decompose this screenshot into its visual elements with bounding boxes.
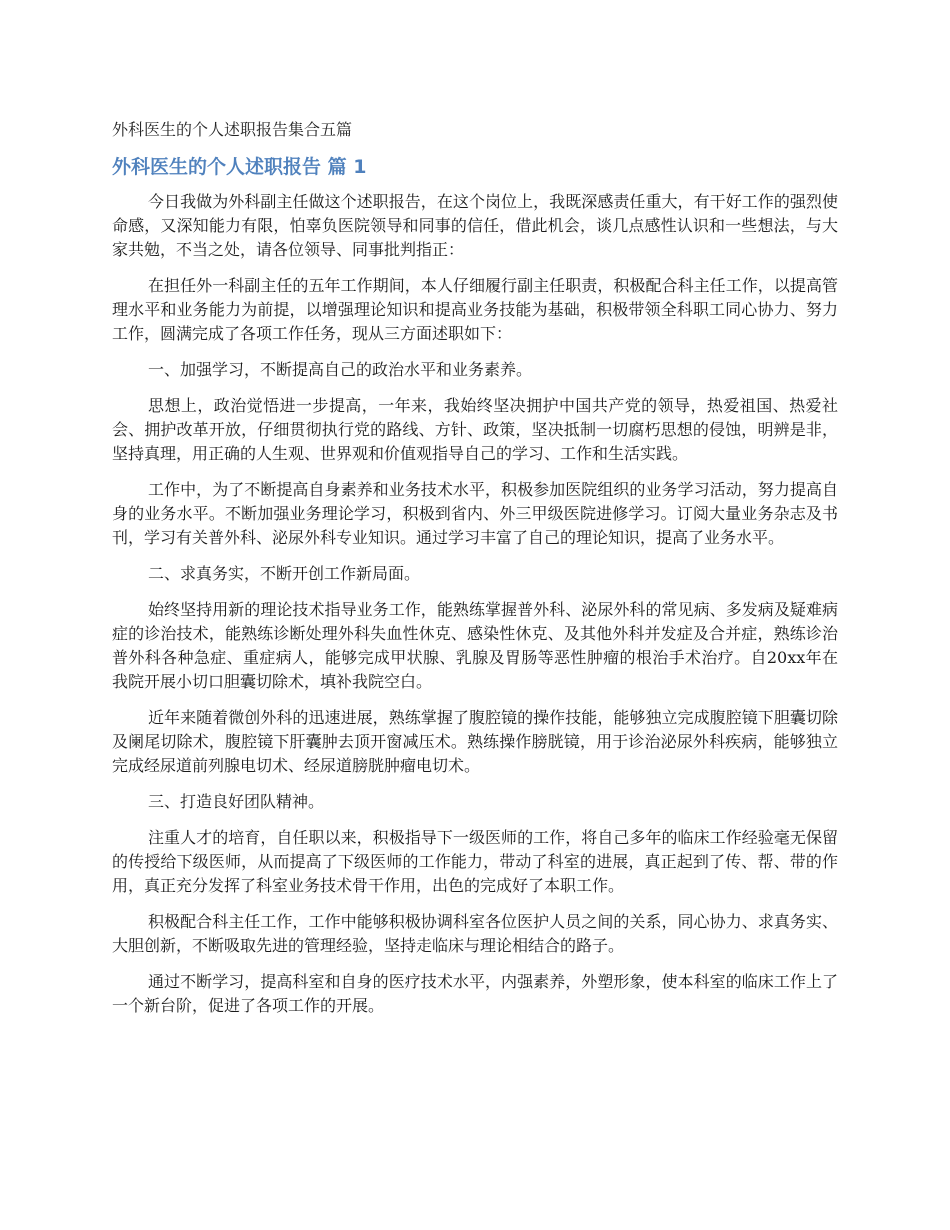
paragraph-4: 思想上，政治觉悟进一步提高，一年来，我始终坚决拥护中国共产党的领导，热爱祖国、热爱社会、拥护改革开放，仔细贯彻执行党的路线、方针、政策，坚决抵制一切腐朽思想的侵蚀，明辨是非，坚持真理，用正确的人生观、世界观和价值观指导自己的学习、工作和生活实践。	[112, 396, 838, 463]
paragraph-10: 注重人才的培育，自任职以来，积极指导下一级医师的工作，将自己多年的临床工作经验毫无保留的传授给下级医师，从而提高了下级医师的工作能力，带动了科室的进展，真正起到了传、帮、带的作用，真正充分发挥了科室业务技术骨干作用，出色的完成好了本职工作。	[112, 828, 838, 895]
document-title: 外科医生的个人述职报告集合五篇	[112, 120, 353, 139]
section-heading: 外科医生的个人述职报告 篇 1	[112, 156, 367, 178]
paragraph-3-subheading: 一、加强学习，不断提高自己的政治水平和业务素养。	[148, 360, 533, 379]
paragraph-8: 近年来随着微创外科的迅速进展，熟练掌握了腹腔镜的操作技能，能够独立完成腹腔镜下胆囊切除及阑尾切除术，腹腔镜下肝囊肿去顶开窗减压术。熟练操作膀胱镜，用于诊治泌尿外科疾病，能够独立完成经尿道前列腺电切术、经尿道膀胱肿瘤电切术。	[112, 708, 838, 775]
paragraph-9-subheading: 三、打造良好团队精神。	[148, 792, 325, 811]
document-page	[112, 118, 838, 1030]
paragraph-5: 工作中，为了不断提高自身素养和业务技术水平，积极参加医院组织的业务学习活动，努力提高自身的业务水平。不断加强业务理论学习，积极到省内、外三甲级医院进修学习。订阅大量业务杂志及书刊，学习有关普外科、泌尿外科专业知识。通过学习丰富了自己的理论知识，提高了业务水平。	[112, 480, 838, 547]
paragraph-2: 在担任外一科副主任的五年工作期间，本人仔细履行副主任职责，积极配合科主任工作，以提高管理水平和业务能力为前提，以增强理论知识和提高业务技能为基础，积极带领全科职工同心协力、努力工作，圆满完成了各项工作任务，现从三方面述职如下：	[112, 276, 838, 343]
paragraph-7: 始终坚持用新的理论技术指导业务工作，能熟练掌握普外科、泌尿外科的常见病、多发病及疑难病症的诊治技术，能熟练诊断处理外科失血性休克、感染性休克、及其他外科并发症及合并症，熟练诊治普外科各种急症、重症病人，能够完成甲状腺、乳腺及胃肠等恶性肿瘤的根治手术治疗。自20xx年在我院开展小切口胆囊切除术，填补我院空白。	[112, 600, 838, 691]
paragraph-11: 积极配合科主任工作，工作中能够积极协调科室各位医护人员之间的关系，同心协力、求真务实、大胆创新，不断吸取先进的管理经验，坚持走临床与理论相结合的路子。	[112, 912, 838, 955]
paragraph-1: 今日我做为外科副主任做这个述职报告，在这个岗位上，我既深感责任重大，有干好工作的强烈使命感，又深知能力有限，怕辜负医院领导和同事的信任，借此机会，谈几点感性认识和一些想法，与大家共勉，不当之处，请各位领导、同事批判指正：	[112, 192, 838, 259]
paragraph-6-subheading: 二、求真务实，不断开创工作新局面。	[148, 564, 421, 583]
paragraph-12: 通过不断学习，提高科室和自身的医疗技术水平，内强素养，外塑形象，使本科室的临床工作上了一个新台阶，促进了各项工作的开展。	[112, 972, 838, 1015]
